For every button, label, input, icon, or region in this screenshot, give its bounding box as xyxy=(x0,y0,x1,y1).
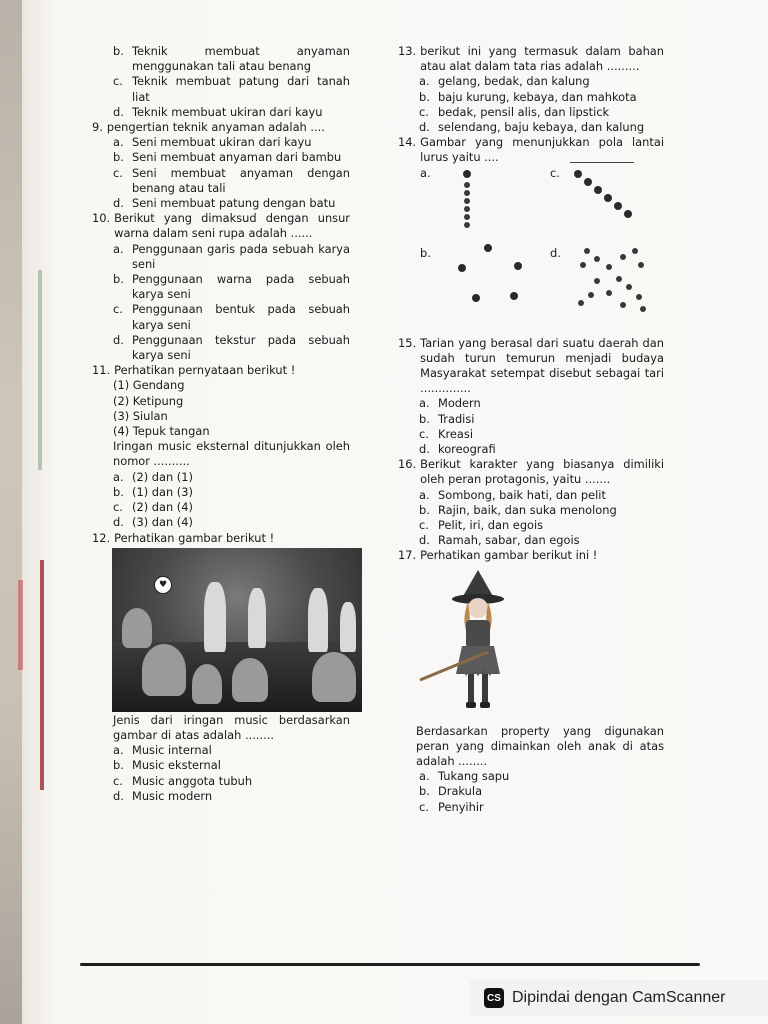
q11-item-2: (2) Ketipung xyxy=(113,393,184,408)
q12-question-line2: gambar di atas adalah ........ xyxy=(113,727,274,742)
question-14: 14. Gambar yang menunjukkan pola lantai lurus yaitu .... xyxy=(398,135,664,165)
q16-option-c: c. Pelit, iri, dan egois xyxy=(419,518,544,533)
question-12: 12. Perhatikan gambar berikut ! xyxy=(92,530,275,545)
q16-option-b: b. Rajin, baik, dan suka menolong xyxy=(419,502,617,517)
pattern-label-a: a. xyxy=(420,165,431,180)
q16-option-a: a. Sombong, baik hati, dan pelit xyxy=(419,487,606,502)
q12-option-c: c. Music anggota tubuh xyxy=(113,773,253,788)
q12-option-d: d. Music modern xyxy=(113,788,213,803)
page-edge-shadow xyxy=(0,0,22,1024)
camscanner-watermark xyxy=(470,980,768,1016)
q10-option-b: b. Penggunaan warna pada sebuah karya seni xyxy=(113,272,350,302)
q11-item-4: (4) Tepuk tangan xyxy=(113,424,210,439)
right-column xyxy=(398,44,664,815)
page-bottom-line xyxy=(80,963,700,966)
q13-option-d: d. selendang, baju kebaya, dan kalung xyxy=(419,120,645,135)
question-17: 17. Perhatikan gambar berikut ini ! xyxy=(398,548,598,563)
q11-option-b: b. (1) dan (3) xyxy=(113,484,193,499)
q9-option-d: d. Seni membuat patung dengan batu xyxy=(113,196,336,211)
floor-pattern-options xyxy=(420,166,664,336)
question-10: 10. Berikut yang dimaksud dengan unsur warna dalam seni rupa adalah ...... xyxy=(92,211,350,241)
heart-icon: ♥ xyxy=(154,576,172,594)
edge-mark xyxy=(38,270,42,470)
question-11: 11. Perhatikan pernyataan berikut ! xyxy=(92,363,296,378)
q9-option-c: c. Seni membuat anyaman dengan benang atau tali xyxy=(113,165,350,195)
edge-mark xyxy=(18,580,23,670)
q17-option-a: a. Tukang sapu xyxy=(419,769,510,784)
q11-item-3: (3) Siulan xyxy=(113,408,168,423)
witch-girl-illustration xyxy=(418,568,538,718)
q11-item-1: (1) Gendang xyxy=(113,378,185,393)
q15-option-a: a. Modern xyxy=(419,396,481,411)
pattern-label-d: d. xyxy=(550,245,561,260)
q10-option-c: c. Penggunaan bentuk pada sebuah karya seni xyxy=(113,302,350,332)
q8-option-c: c. Teknik membuat patung dari tanah liat xyxy=(113,74,350,104)
question-9: 9. pengertian teknik anyaman adalah .... xyxy=(92,120,325,135)
question-13: 13. berikut ini yang termasuk dalam bahan atau alat dalam tata rias adalah ......... xyxy=(398,44,664,74)
q16-option-d: d. Ramah, sabar, dan egois xyxy=(419,533,580,548)
pattern-label-b: b. xyxy=(420,245,431,260)
camscanner-text: Dipindai dengan CamScanner xyxy=(512,989,726,1006)
q11-option-d: d. (3) dan (4) xyxy=(113,515,193,530)
q17-question: Berdasarkan property yang digunakan peran yang dimainkan oleh anak di atas adalah ........ xyxy=(416,723,664,769)
q10-option-a: a. Penggunaan garis pada sebuah karya seni xyxy=(113,241,350,271)
q17-option-c: c. Penyihir xyxy=(419,799,484,814)
question-15: 15. Tarian yang berasal dari suatu daerah dan sudah turun temurun menjadi budaya Masyarakat setempat disebut sebagai tari .............. xyxy=(398,335,664,396)
q12-option-a: a. Music internal xyxy=(113,743,212,758)
q10-option-d: d. Penggunaan tekstur pada sebuah karya seni xyxy=(113,332,350,363)
q9-option-b: b. Seni membuat anyaman dari bambu xyxy=(113,150,342,165)
q13-option-b: b. baju kurung, kebaya, dan mahkota xyxy=(419,89,637,104)
camscanner-logo-icon: CS xyxy=(484,988,504,1008)
left-column xyxy=(92,44,350,804)
q11-option-a: a. (2) dan (1) xyxy=(113,469,193,484)
q15-option-b: b. Tradisi xyxy=(419,411,475,426)
question-16: 16. Berikut karakter yang biasanya dimiliki oleh peran protagonis, yaitu ....... xyxy=(398,457,664,487)
q12-option-b: b. Music eksternal xyxy=(113,758,221,773)
q9-option-a: a. Seni membuat ukiran dari kayu xyxy=(113,135,312,150)
q13-option-c: c. bedak, pensil alis, dan lipstick xyxy=(419,104,610,119)
edge-mark xyxy=(40,560,44,790)
q8-option-d: d. Teknik membuat ukiran dari kayu xyxy=(113,104,323,119)
q17-option-b: b. Drakula xyxy=(419,784,483,799)
q8-option-b: b. Teknik membuat anyaman menggunakan tali atau benang xyxy=(113,44,350,74)
q12-question-line1: Jenis dari iringan music berdasarkan xyxy=(113,712,350,727)
q13-option-a: a. gelang, bedak, dan kalung xyxy=(419,74,590,89)
q15-option-c: c. Kreasi xyxy=(419,426,473,441)
q11-question: Iringan music eksternal ditunjukkan oleh nomor .......... xyxy=(113,439,350,469)
q11-option-c: c. (2) dan (4) xyxy=(113,500,193,515)
dance-photo xyxy=(112,548,362,712)
pattern-label-c: c. xyxy=(550,165,560,180)
q15-option-d: d. koreografi xyxy=(419,442,496,457)
